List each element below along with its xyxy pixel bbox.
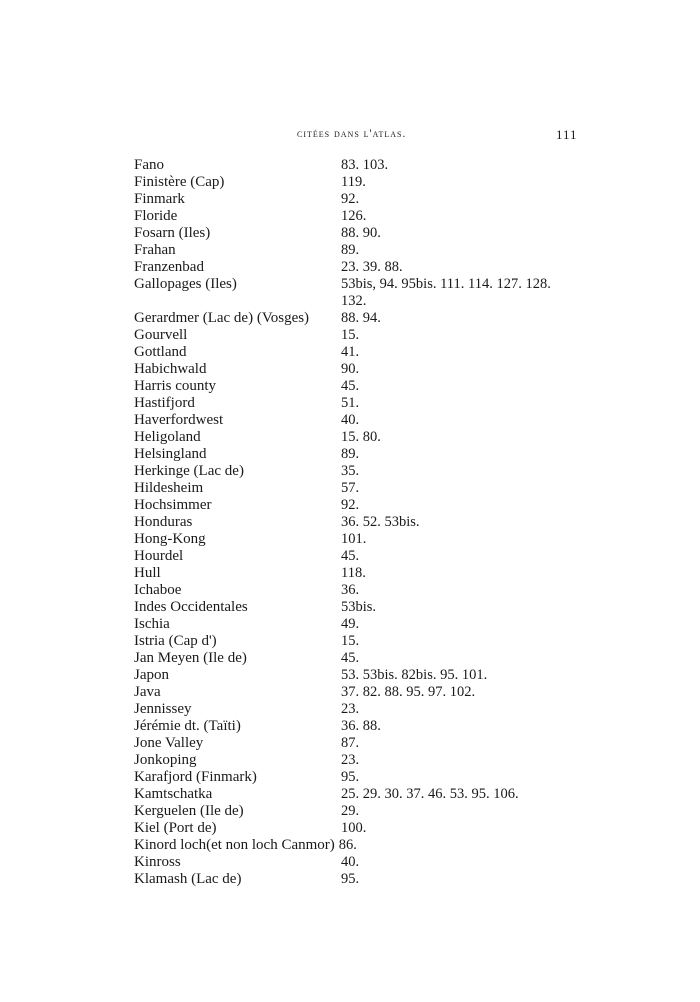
- entry-name: Fosarn (Iles): [134, 225, 211, 241]
- header-title: citées dans l'atlas.: [297, 128, 407, 140]
- entry-name: Floride: [134, 208, 178, 224]
- index-entry: [134, 497, 604, 514]
- entry-name: Finistère (Cap): [134, 174, 225, 190]
- entry-refs: 89.: [341, 446, 360, 462]
- entry-refs: 119.: [341, 174, 366, 190]
- entry-refs: 89.: [341, 242, 360, 258]
- entry-refs: 51.: [341, 395, 360, 411]
- entry-refs: 95.: [341, 769, 360, 785]
- entry-refs: 29.: [341, 803, 360, 819]
- index-entry: [134, 650, 604, 667]
- index-entry: [134, 752, 604, 769]
- entry-name: Hildesheim: [134, 480, 204, 496]
- entry-refs: 53bis, 94. 95bis. 111. 114. 127. 128.: [341, 276, 551, 292]
- entry-name: Jan Meyen (Ile de): [134, 650, 247, 666]
- entry-name: Hourdel: [134, 548, 184, 564]
- entry-name: Heligoland: [134, 429, 201, 445]
- index-entry: [134, 242, 604, 259]
- entry-name: Japon: [134, 667, 169, 683]
- entry-name: Frahan: [134, 242, 176, 258]
- entry-refs: 23.: [341, 752, 360, 768]
- entry-refs: 45.: [341, 650, 360, 666]
- entry-refs: 101.: [341, 531, 367, 547]
- index-entry: [134, 548, 604, 565]
- entry-name: Hochsimmer: [134, 497, 212, 513]
- page-number: 111: [556, 127, 578, 142]
- index-entry: [134, 174, 604, 191]
- index-entry: [134, 667, 604, 684]
- entry-refs: 53bis.: [341, 599, 377, 615]
- index-entry: [134, 378, 604, 395]
- index-entry: [134, 871, 604, 888]
- entry-name: Klamash (Lac de): [134, 871, 242, 887]
- index-entry: [134, 446, 604, 463]
- index-entry: [134, 599, 604, 616]
- index-entry: [134, 293, 604, 310]
- entry-name: Jérémie dt. (Taïti): [134, 718, 241, 734]
- index-entry: [134, 327, 604, 344]
- entry-name: Jennissey: [134, 701, 192, 717]
- entry-name: Jone Valley: [134, 735, 204, 751]
- entry-refs: 88. 90.: [341, 225, 381, 241]
- entry-refs: 92.: [341, 191, 360, 207]
- entry-name: Java: [134, 684, 161, 700]
- entry-refs: 23. 39. 88.: [341, 259, 403, 275]
- entry-refs: 45.: [341, 548, 360, 564]
- entry-refs: 92.: [341, 497, 360, 513]
- index-entry: [134, 310, 604, 327]
- entry-name: Ichaboe: [134, 582, 182, 598]
- entry-refs: 41.: [341, 344, 360, 360]
- index-entry: [134, 259, 604, 276]
- entry-name: Jonkoping: [134, 752, 197, 768]
- index-entry: [134, 616, 604, 633]
- entry-name: Karafjord (Finmark): [134, 769, 257, 785]
- entry-refs: 35.: [341, 463, 360, 479]
- index-entry: [134, 582, 604, 599]
- entry-refs: 37. 82. 88. 95. 97. 102.: [341, 684, 476, 700]
- entry-name: Gerardmer (Lac de) (Vosges): [134, 310, 310, 326]
- entry-refs: 57.: [341, 480, 360, 496]
- entry-name: Hull: [134, 565, 161, 581]
- index-entry: [134, 395, 604, 412]
- index-entry: [134, 276, 604, 293]
- entry-refs: 40.: [341, 854, 360, 870]
- index-entry: [134, 191, 604, 208]
- entry-name: Kamtschatka: [134, 786, 213, 802]
- entry-refs: 118.: [341, 565, 366, 581]
- index-entry: [134, 718, 604, 735]
- index-entries: [134, 157, 604, 888]
- entry-refs: 23.: [341, 701, 360, 717]
- index-entry: [134, 735, 604, 752]
- index-entry: [134, 429, 604, 446]
- entry-name: Gourvell: [134, 327, 188, 343]
- entry-name: [134, 293, 341, 310]
- index-entry: [134, 463, 604, 480]
- entry-refs: 88. 94.: [341, 310, 381, 326]
- index-entry: [134, 786, 604, 803]
- index-entry: [134, 480, 604, 497]
- entry-refs: 95.: [341, 871, 360, 887]
- entry-refs: 40.: [341, 412, 360, 428]
- index-entry: [134, 531, 604, 548]
- index-entry: [134, 803, 604, 820]
- entry-refs: 25. 29. 30. 37. 46. 53. 95. 106.: [341, 786, 519, 802]
- entry-refs: 15. 80.: [341, 429, 381, 445]
- entry-refs: 36.: [341, 582, 360, 598]
- index-entry: [134, 412, 604, 429]
- index-entry: [134, 208, 604, 225]
- entry-name: Hong-Kong: [134, 531, 206, 547]
- entry-name: Kerguelen (Ile de): [134, 803, 244, 819]
- entry-name: Indes Occidentales: [134, 599, 248, 615]
- entry-name: Gallopages (Iles): [134, 276, 237, 292]
- index-entry: [134, 225, 604, 242]
- entry-refs: 86.: [338, 837, 357, 853]
- entry-refs: 132.: [341, 293, 367, 309]
- entry-name: Franzenbad: [134, 259, 204, 275]
- entry-refs: 49.: [341, 616, 360, 632]
- index-entry: [134, 854, 604, 871]
- index-entry: [134, 514, 604, 531]
- entry-name: Fano: [134, 157, 164, 173]
- entry-refs: 87.: [341, 735, 360, 751]
- index-entry: [134, 565, 604, 582]
- entry-name: Kiel (Port de): [134, 820, 217, 836]
- index-entry: [134, 769, 604, 786]
- index-entry: [134, 344, 604, 361]
- index-entry: [134, 701, 604, 718]
- entry-name: Herkinge (Lac de): [134, 463, 244, 479]
- index-entry: [134, 820, 604, 837]
- index-entry: [134, 361, 604, 378]
- entry-refs: 15.: [341, 327, 360, 343]
- index-entry: [134, 157, 604, 174]
- entry-refs: 100.: [341, 820, 367, 836]
- entry-name: Helsingland: [134, 446, 207, 462]
- entry-refs: 36. 52. 53bis.: [341, 514, 420, 530]
- entry-refs: 90.: [341, 361, 360, 377]
- entry-name: Kinross: [134, 854, 181, 870]
- entry-refs: 126.: [341, 208, 367, 224]
- entry-name: Kinord loch(et non loch Canmor): [134, 837, 335, 853]
- index-entry: [134, 837, 604, 854]
- entry-name: Finmark: [134, 191, 185, 207]
- entry-name: Habichwald: [134, 361, 207, 377]
- entry-name: Hastifjord: [134, 395, 195, 411]
- entry-name: Gottland: [134, 344, 187, 360]
- entry-name: Istria (Cap d'): [134, 633, 217, 649]
- entry-name: Ischia: [134, 616, 170, 632]
- entry-refs: 83. 103.: [341, 157, 389, 173]
- entry-name: Honduras: [134, 514, 193, 530]
- entry-refs: 53. 53bis. 82bis. 95. 101.: [341, 667, 488, 683]
- index-entry: [134, 684, 604, 701]
- entry-name: Harris county: [134, 378, 217, 394]
- entry-refs: 45.: [341, 378, 360, 394]
- entry-name: Haverfordwest: [134, 412, 224, 428]
- index-entry: [134, 633, 604, 650]
- entry-refs: 15.: [341, 633, 360, 649]
- entry-refs: 36. 88.: [341, 718, 381, 734]
